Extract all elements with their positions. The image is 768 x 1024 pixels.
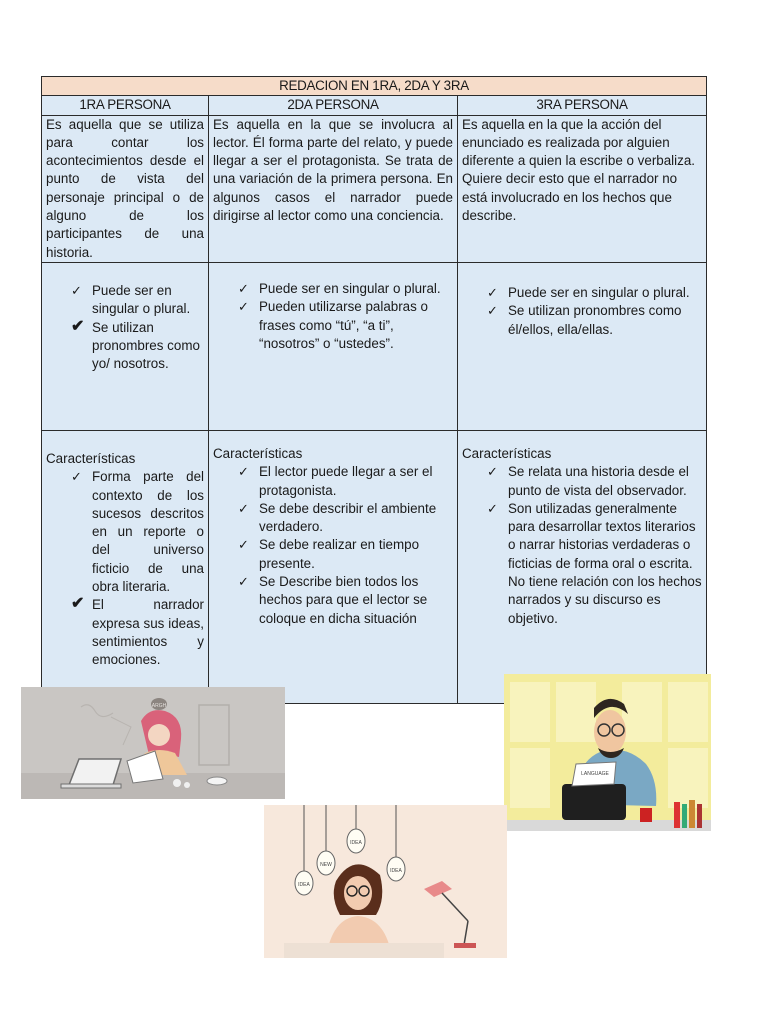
check-icon: ✔ [71,595,85,613]
bulb-icon [295,871,313,895]
checklist-3ra-cell [458,262,707,430]
svg-text:IDEA: IDEA [298,882,310,888]
illustration-man-typewriter [504,674,711,831]
bulb-icon [347,829,365,853]
checklist-item: ✔ Se utilizan pronombres como yo/ nosotros. [71,317,200,372]
characteristics-label: Características [46,450,136,466]
check-icon: ✓ [487,303,498,319]
check-icon: ✔ [71,317,85,335]
check-icon: ✓ [238,299,249,315]
characteristic-item: ✓ Forma parte del contexto de los sucesos descritos en un reporte o del universo ficticio de una obra literaria. [71,469,204,595]
characteristic-item: ✓ Son utilizadas generalmente para desarrollar textos literarios o narrar historias verdaderas o ficticias de forma oral o escrita. No tiene relación con los hechos narrados y su discurso es objetivo. [487,500,702,626]
check-icon: ✓ [487,464,498,480]
characteristic-item: ✔ El narrador expresa sus ideas, sentimientos y emociones. [71,595,204,668]
check-icon: ✓ [238,537,249,553]
characteristics-1ra-cell [42,430,209,703]
bulb-icon [317,851,335,875]
check-icon: ✓ [487,284,498,300]
checklist-item: ✓ Pueden utilizarse palabras o frases como “tú”, “a ti”, “nosotros” o “ustedes”. [238,299,428,351]
table-title: REDACION EN 1RA, 2DA Y 3RA [42,77,707,96]
description-3ra: Es aquella en la que la acción del enunciado es realizada por alguien diferente a quien la escribe o verbaliza. Quiere decir esto que el narrador no está involucrado en los hechos que describe. [458,115,707,262]
characteristic-item: ✓ Se debe describir el ambiente verdadero. [238,500,437,535]
check-icon: ✓ [487,500,498,516]
header-1ra-persona: 1RA PERSONA [42,96,209,115]
characteristics-3ra-cell [458,430,707,703]
header-2da-persona: 2DA PERSONA [209,96,458,115]
bulb-icon [387,857,405,881]
illustration-woman-ideas [264,805,507,958]
check-icon: ✓ [238,464,249,480]
scribble-word: ARGH [151,703,167,709]
check-icon: ✓ [71,282,82,298]
characteristic-item: ✓ Se Describe bien todos los hechos para que el lector se coloque en dicha situación [238,574,428,626]
illustration-woman-laptop [21,687,285,799]
coffee-cup-icon [207,777,227,785]
checklist-item: ✓ Puede ser en singular o plural. [71,282,191,317]
description-2da: Es aquella en la que se involucra al lector. Él forma parte del relato, y puede llegar a ser el protagonista. Se trata de una variación de la primera persona. En algunos casos el narrador puede dirigirse al lector como una conciencia. [209,115,458,262]
paper-word: LANGUAGE [581,771,609,777]
checklist-item: ✓ Puede ser en singular o plural. [213,280,453,298]
description-1ra: Es aquella que se utiliza para contar los acontecimientos desde el punto de vista del personaje principal o de alguno de los participantes de una historia. [42,115,209,262]
characteristics-2da-cell [209,430,458,703]
characteristics-label: Características [213,445,303,461]
characteristic-item: ✓ El lector puede llegar a ser el protagonista. [238,464,433,498]
mug-icon [640,808,652,822]
characteristic-item: ✓ Se relata una historia desde el punto de vista del observador. [487,464,689,498]
checklist-2da-cell [209,262,458,430]
check-icon: ✓ [238,574,249,590]
check-icon: ✓ [238,500,249,516]
check-icon: ✓ [238,280,249,296]
characteristics-label: Características [462,445,552,461]
header-3ra-persona: 3RA PERSONA [458,96,707,115]
comparison-table [41,76,707,704]
characteristic-item: ✓ Se debe realizar en tiempo presente. [238,537,420,571]
check-icon: ✓ [71,469,82,485]
checklist-item: ✓ Se utilizan pronombres como él/ellos, ella/ellas. [487,303,682,337]
checklist-item: ✓ Puede ser en singular o plural. [462,284,702,302]
checklist-1ra-cell [42,262,209,430]
svg-text:IDEA: IDEA [350,840,362,846]
svg-text:IDEA: IDEA [390,868,402,874]
svg-text:NEW: NEW [320,862,332,868]
laptop-icon [69,759,121,785]
typewriter-icon [562,784,626,820]
